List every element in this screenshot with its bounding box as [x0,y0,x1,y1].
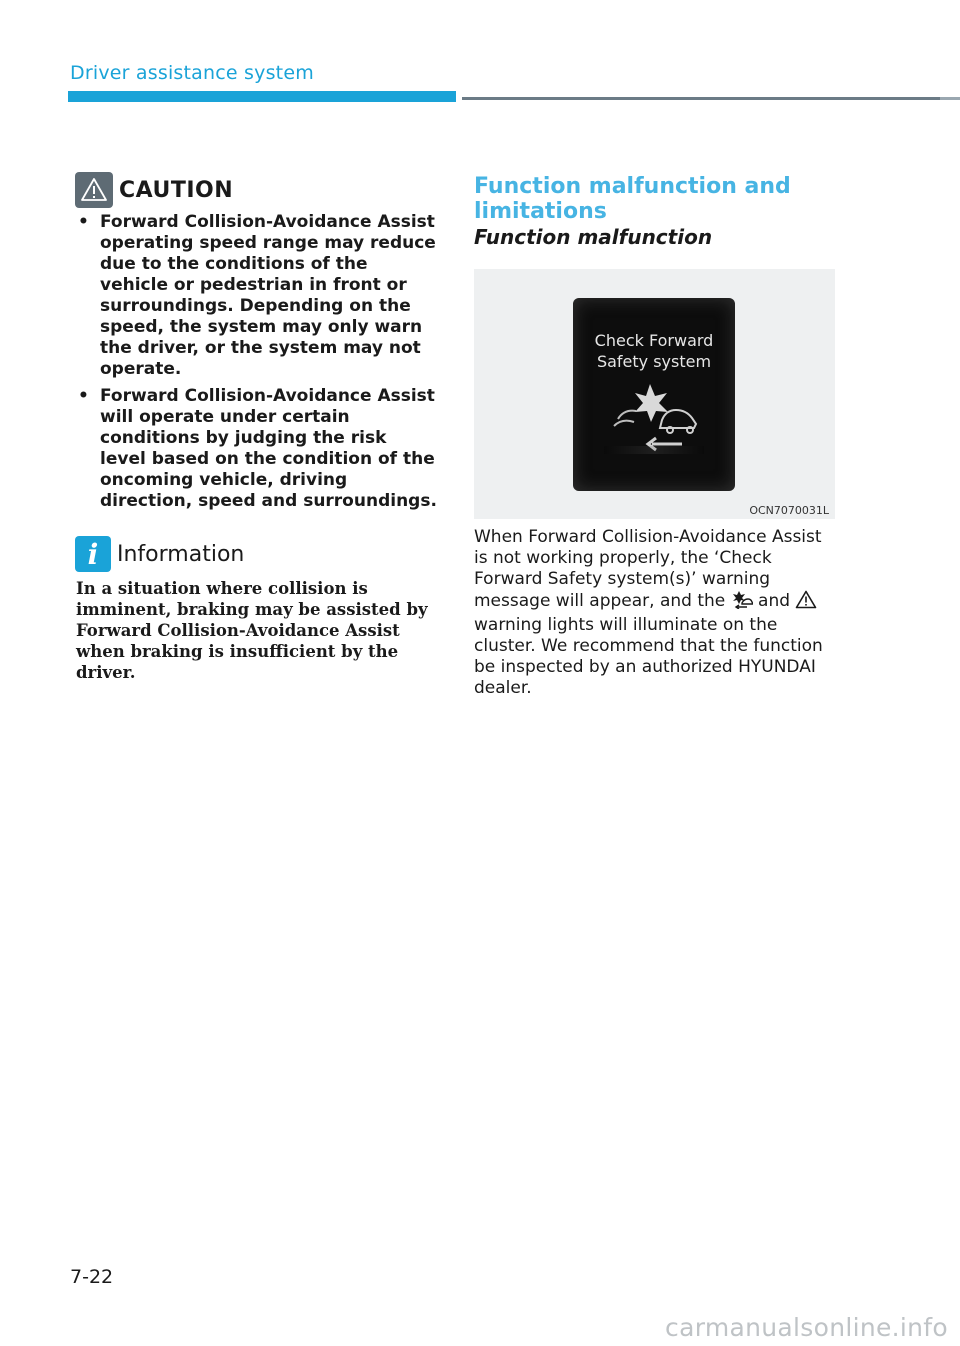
malfunction-description [474,527,834,699]
body-text-part2: and [752,591,796,611]
caution-header [75,172,233,208]
caution-title: CAUTION [119,177,234,203]
information-title: Information [117,541,245,567]
figure-caption: OCN7070031L [749,504,829,517]
section-title: Function malfunction and limitations [474,174,791,224]
body-text-part3: warning lights will illuminate on the cluster. We recommend that the function be inspected by an authorized HYUNDAI dealer. [474,615,823,698]
cluster-screen [573,298,735,491]
forward-collision-icon [604,384,704,454]
header-bar-gray-end [940,97,960,100]
cluster-message-line2: Safety system [596,352,712,371]
info-icon: i [75,536,111,572]
cluster-message [573,330,735,372]
forward-safety-warning-icon [731,591,753,615]
information-header [75,536,244,572]
header-section-title: Driver assistance system [70,62,314,84]
body-text-part1: When Forward Collision-Avoidance Assist is not working properly, the ‘Check Forward Safety system(s)’ warning message will appear, and the [474,527,822,611]
header-bar-blue [68,91,456,102]
watermark-text: carmanualsonline.info [665,1313,948,1342]
caution-item: • Forward Collision-Avoidance Assist will operate under certain conditions by judging the risk level based on the condition of the oncoming vehicle, driving direction, speed and surroundings. [76,386,438,512]
cluster-message-line1: Check Forward [594,331,714,350]
caution-list [76,212,438,518]
cluster-figure [474,269,835,519]
warning-triangle-icon [75,172,113,208]
subsection-title: Function malfunction [474,225,713,249]
page-number: 7-22 [70,1266,114,1288]
information-body: In a situation where collision is imminent, braking may be assisted by Forward Collision-Avoidance Assist when braking is insufficient by the driver. [76,579,428,682]
warning-triangle-icon [795,590,817,615]
caution-item: • Forward Collision-Avoidance Assist operating speed range may reduce due to the conditions of the vehicle or pedestrian in front or surroundings. Depending on the speed, the system may only warn the driver, or the system may not operate. [76,212,438,380]
header-bar-gray [462,97,952,100]
